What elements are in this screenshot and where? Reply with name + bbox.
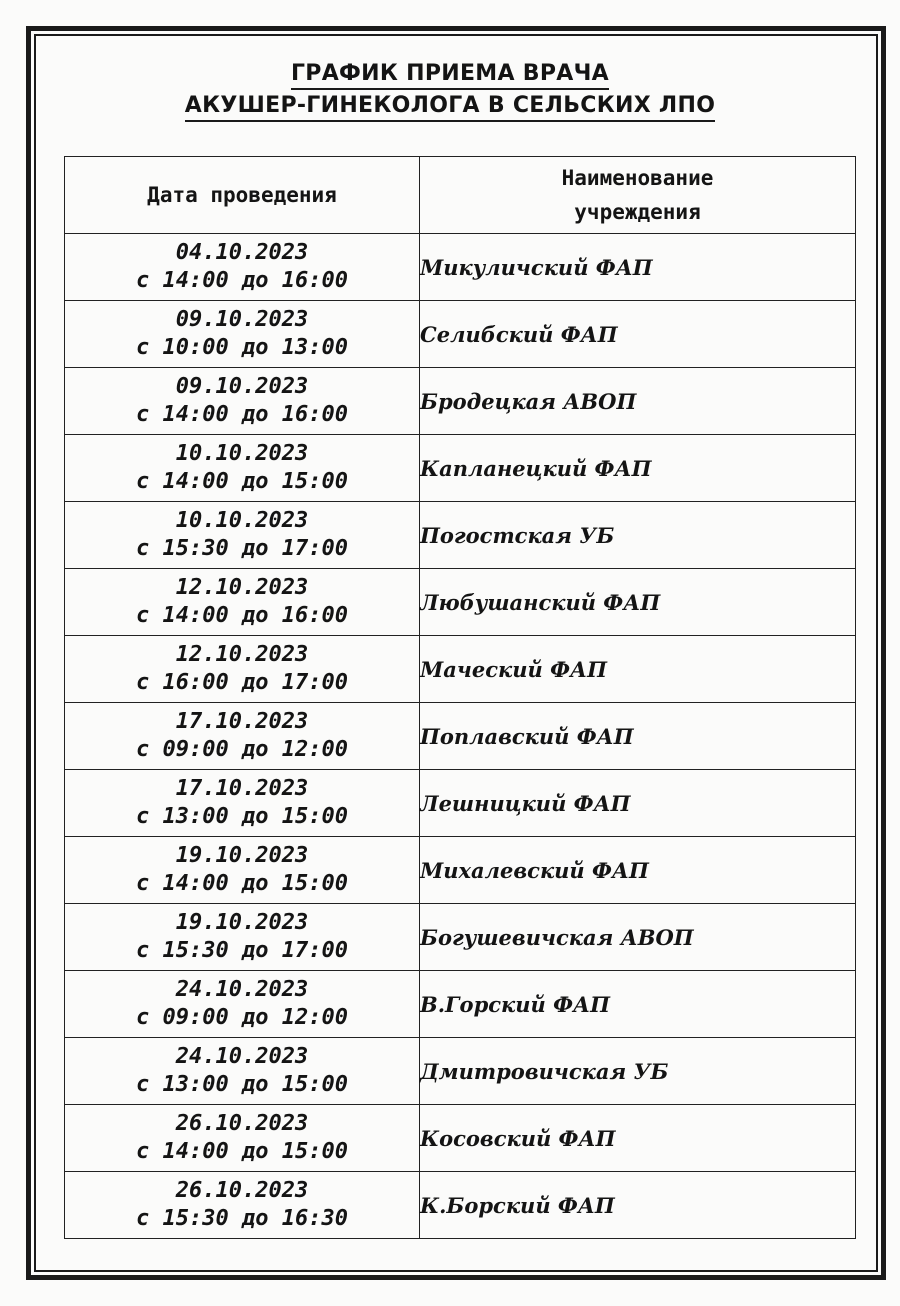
date-value: 26.10.2023 xyxy=(175,1178,309,1203)
table-row xyxy=(65,1172,856,1239)
date-cell xyxy=(65,368,420,435)
time-range: с 09:00 до 12:00 xyxy=(136,1005,348,1030)
institution-cell: Селибский ФАП xyxy=(420,301,856,368)
institution-cell: Дмитровичская УБ xyxy=(420,1038,856,1105)
institution-cell: Любушанский ФАП xyxy=(420,569,856,636)
time-range: с 14:00 до 15:00 xyxy=(136,1139,348,1164)
date-cell xyxy=(65,502,420,569)
time-range: с 14:00 до 15:00 xyxy=(136,469,348,494)
date-cell xyxy=(65,904,420,971)
title-line-2: АКУШЕР-ГИНЕКОЛОГА В СЕЛЬСКИХ ЛПО xyxy=(185,92,715,122)
time-range: с 14:00 до 16:00 xyxy=(136,603,348,628)
header-institution-line-2: учреждения xyxy=(574,200,701,224)
institution-cell: Маческий ФАП xyxy=(420,636,856,703)
institution-cell: Поплавский ФАП xyxy=(420,703,856,770)
institution-cell: К.Борский ФАП xyxy=(420,1172,856,1239)
institution-cell: Косовский ФАП xyxy=(420,1105,856,1172)
time-range: с 15:30 до 16:30 xyxy=(136,1206,348,1231)
schedule-table xyxy=(64,156,856,1239)
time-range: с 15:30 до 17:00 xyxy=(136,938,348,963)
date-value: 24.10.2023 xyxy=(175,1044,309,1069)
table-row xyxy=(65,569,856,636)
institution-cell: Погостская УБ xyxy=(420,502,856,569)
date-value: 17.10.2023 xyxy=(175,776,309,801)
institution-cell: Микуличский ФАП xyxy=(420,234,856,301)
date-value: 10.10.2023 xyxy=(175,441,309,466)
date-cell xyxy=(65,301,420,368)
time-range: с 10:00 до 13:00 xyxy=(136,335,348,360)
date-cell xyxy=(65,971,420,1038)
header-institution xyxy=(420,157,856,234)
date-value: 19.10.2023 xyxy=(175,910,309,935)
time-range: с 14:00 до 15:00 xyxy=(136,871,348,896)
table-row xyxy=(65,368,856,435)
time-range: с 15:30 до 17:00 xyxy=(136,536,348,561)
date-cell xyxy=(65,837,420,904)
document-title xyxy=(0,58,900,122)
header-institution-line-1: Наименование xyxy=(561,166,714,190)
table-row xyxy=(65,435,856,502)
time-range: с 14:00 до 16:00 xyxy=(136,402,348,427)
table-row xyxy=(65,1105,856,1172)
table-row xyxy=(65,904,856,971)
date-value: 17.10.2023 xyxy=(175,709,309,734)
date-cell xyxy=(65,636,420,703)
table-row xyxy=(65,837,856,904)
time-range: с 16:00 до 17:00 xyxy=(136,670,348,695)
table-row xyxy=(65,636,856,703)
header-date: Дата проведения xyxy=(65,157,420,234)
date-value: 04.10.2023 xyxy=(175,240,309,265)
time-range: с 09:00 до 12:00 xyxy=(136,737,348,762)
table-row xyxy=(65,703,856,770)
date-cell xyxy=(65,1172,420,1239)
institution-cell: Богушевичская АВОП xyxy=(420,904,856,971)
date-cell xyxy=(65,703,420,770)
date-value: 10.10.2023 xyxy=(175,508,309,533)
date-cell xyxy=(65,1038,420,1105)
date-cell xyxy=(65,569,420,636)
date-value: 12.10.2023 xyxy=(175,642,309,667)
table-header-row xyxy=(65,157,856,234)
date-value: 26.10.2023 xyxy=(175,1111,309,1136)
title-line-1: ГРАФИК ПРИЕМА ВРАЧА xyxy=(291,60,609,90)
date-value: 24.10.2023 xyxy=(175,977,309,1002)
date-cell xyxy=(65,234,420,301)
date-value: 19.10.2023 xyxy=(175,843,309,868)
table-row xyxy=(65,234,856,301)
date-value: 12.10.2023 xyxy=(175,575,309,600)
date-cell xyxy=(65,1105,420,1172)
time-range: с 13:00 до 15:00 xyxy=(136,804,348,829)
institution-cell: Михалевский ФАП xyxy=(420,837,856,904)
table-row xyxy=(65,770,856,837)
institution-cell: В.Горский ФАП xyxy=(420,971,856,1038)
institution-cell: Лешницкий ФАП xyxy=(420,770,856,837)
table-row xyxy=(65,301,856,368)
table-row xyxy=(65,1038,856,1105)
table-row xyxy=(65,971,856,1038)
schedule-rows xyxy=(65,234,856,1239)
table-row xyxy=(65,502,856,569)
institution-cell: Бродецкая АВОП xyxy=(420,368,856,435)
date-value: 09.10.2023 xyxy=(175,374,309,399)
institution-cell: Капланецкий ФАП xyxy=(420,435,856,502)
date-cell xyxy=(65,435,420,502)
date-value: 09.10.2023 xyxy=(175,307,309,332)
time-range: с 13:00 до 15:00 xyxy=(136,1072,348,1097)
date-cell xyxy=(65,770,420,837)
time-range: с 14:00 до 16:00 xyxy=(136,268,348,293)
